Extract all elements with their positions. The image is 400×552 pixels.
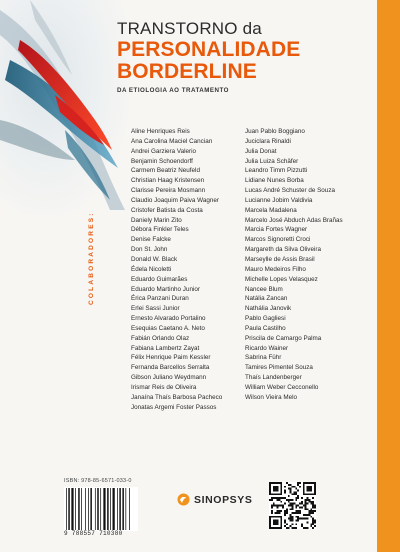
contributors-label: COLABORADORES: [88,211,95,305]
contributor-name: Ana Carolina Maciel Cancian [131,137,213,145]
contributor-name: Natália Zancan [245,295,288,303]
contributor-name: Nancee Blum [245,285,283,293]
contributor-name: Mauro Medeiros Filho [245,265,306,273]
barcode [64,487,138,531]
contributor-name: Nathália Janovik [245,305,292,313]
barcode-digits: 9 788557 710380 [64,530,123,537]
contributor-name: Ricardo Wainer [245,344,289,352]
contributors-column-2 [245,127,343,403]
title-line-3: BORDERLINE [117,60,257,83]
contributor-name: Débora Finkler Teles [131,226,189,234]
contributor-name: Eduardo Martinho Junior [131,285,200,293]
contributor-name: Tamires Pimentel Souza [245,364,313,372]
contributor-name: Julia Luiza Schäfer [245,157,299,165]
contributor-name: Aline Henriques Reis [131,128,190,135]
contributor-name: Don St. John [131,246,168,254]
contributor-name: Cristofer Batista da Costa [131,206,203,214]
contributor-name: Eduardo Guimarães [131,275,188,283]
contributor-name: Julia Donat [245,147,277,155]
contributor-name: Irismar Reis de Oliveira [131,383,197,391]
contributor-name: Claudio Joaquim Paiva Wagner [131,196,219,204]
contributor-name: Gibson Juliano Weydmann [131,374,207,382]
contributor-name: Juciclara Rinaldi [245,137,291,145]
contributor-name: Leandro Timm Pizzutti [245,167,308,175]
contributor-name: Lucas André Schuster de Souza [245,187,335,195]
isbn-text: ISBN: 978-85-6571-033-0 [64,478,132,484]
publisher-logo-icon [177,493,190,506]
subtitle: DA ETIOLOGIA AO TRATAMENTO [117,87,229,94]
contributor-name: Michelle Lopes Velasquez [245,275,318,283]
contributor-name: Lidiane Nunes Borba [245,177,304,185]
contributor-name: Benjamin Schoendorff [131,157,193,165]
contributor-name: Marcos Signoretti Croci [245,236,311,244]
contributor-name: Juan Pablo Boggiano [245,128,305,135]
contributor-name: Sabrina Führ [245,354,282,362]
book-spine [377,0,400,552]
contributor-name: Wilson Vieira Melo [245,393,298,401]
contributor-name: Daniely Marin Zito [131,216,182,224]
publisher-name: SINOPSYS [194,493,253,506]
contributor-name: Thaís Landenberger [245,374,302,382]
contributor-name: Jonatas Argemi Foster Passos [131,403,217,411]
contributor-name: Pablo Gagliesi [245,315,286,323]
contributor-name: Janaína Thaís Barbosa Pacheco [131,393,223,401]
contributor-name: Félix Henrique Paim Kessler [131,354,211,362]
contributor-name: Donald W. Black [131,255,178,263]
contributor-name: Christian Haag Kristensen [131,177,205,185]
contributor-name: Fabiana Lambertz Zayat [131,344,200,352]
contributor-name: Erlei Sassi Junior [131,305,180,313]
contributor-name: Carmem Beatriz Neufeld [131,167,200,175]
contributor-name: Fabián Orlando Olaz [131,334,190,342]
contributor-name: Édela Nicoletti [131,265,172,273]
contributor-name: Marcela Madalena [245,206,297,214]
title-block [117,20,375,94]
contributor-name: Clarisse Pereira Mosmann [131,187,206,195]
contributor-name: Margareth da Silva Oliveira [245,246,321,254]
contributor-name: Andrei Garziera Valerio [131,147,196,155]
publisher-logo [177,493,252,506]
contributor-name: Lucianne Jobim Valdivia [245,196,313,204]
contributor-name: Marcia Fortes Wagner [245,226,308,234]
contributor-name: William Weber Cecconello [245,383,319,391]
title-line-2: PERSONALIDADE [117,38,301,61]
contributor-name: Priscila de Camargo Palma [245,334,322,342]
contributor-name: Esequias Caetano A. Neto [131,324,205,332]
contributor-name: Marcelo José Abduch Adas Brañas [245,216,343,224]
qr-code [269,482,316,529]
contributors-column-1 [131,127,222,412]
contributor-name: Marseylle de Assis Brasil [245,255,315,263]
contributor-name: Paula Castilho [245,324,286,332]
contributor-name: Fernanda Barcellos Serralta [131,364,210,372]
contributor-name: Denise Falcke [131,236,171,244]
title-line-1: TRANSTORNO da [117,19,262,38]
cover-artwork [0,0,130,215]
contributor-name: Érica Panzani Duran [131,295,189,303]
contributor-name: Ernesto Alvarado Portalino [131,315,206,323]
